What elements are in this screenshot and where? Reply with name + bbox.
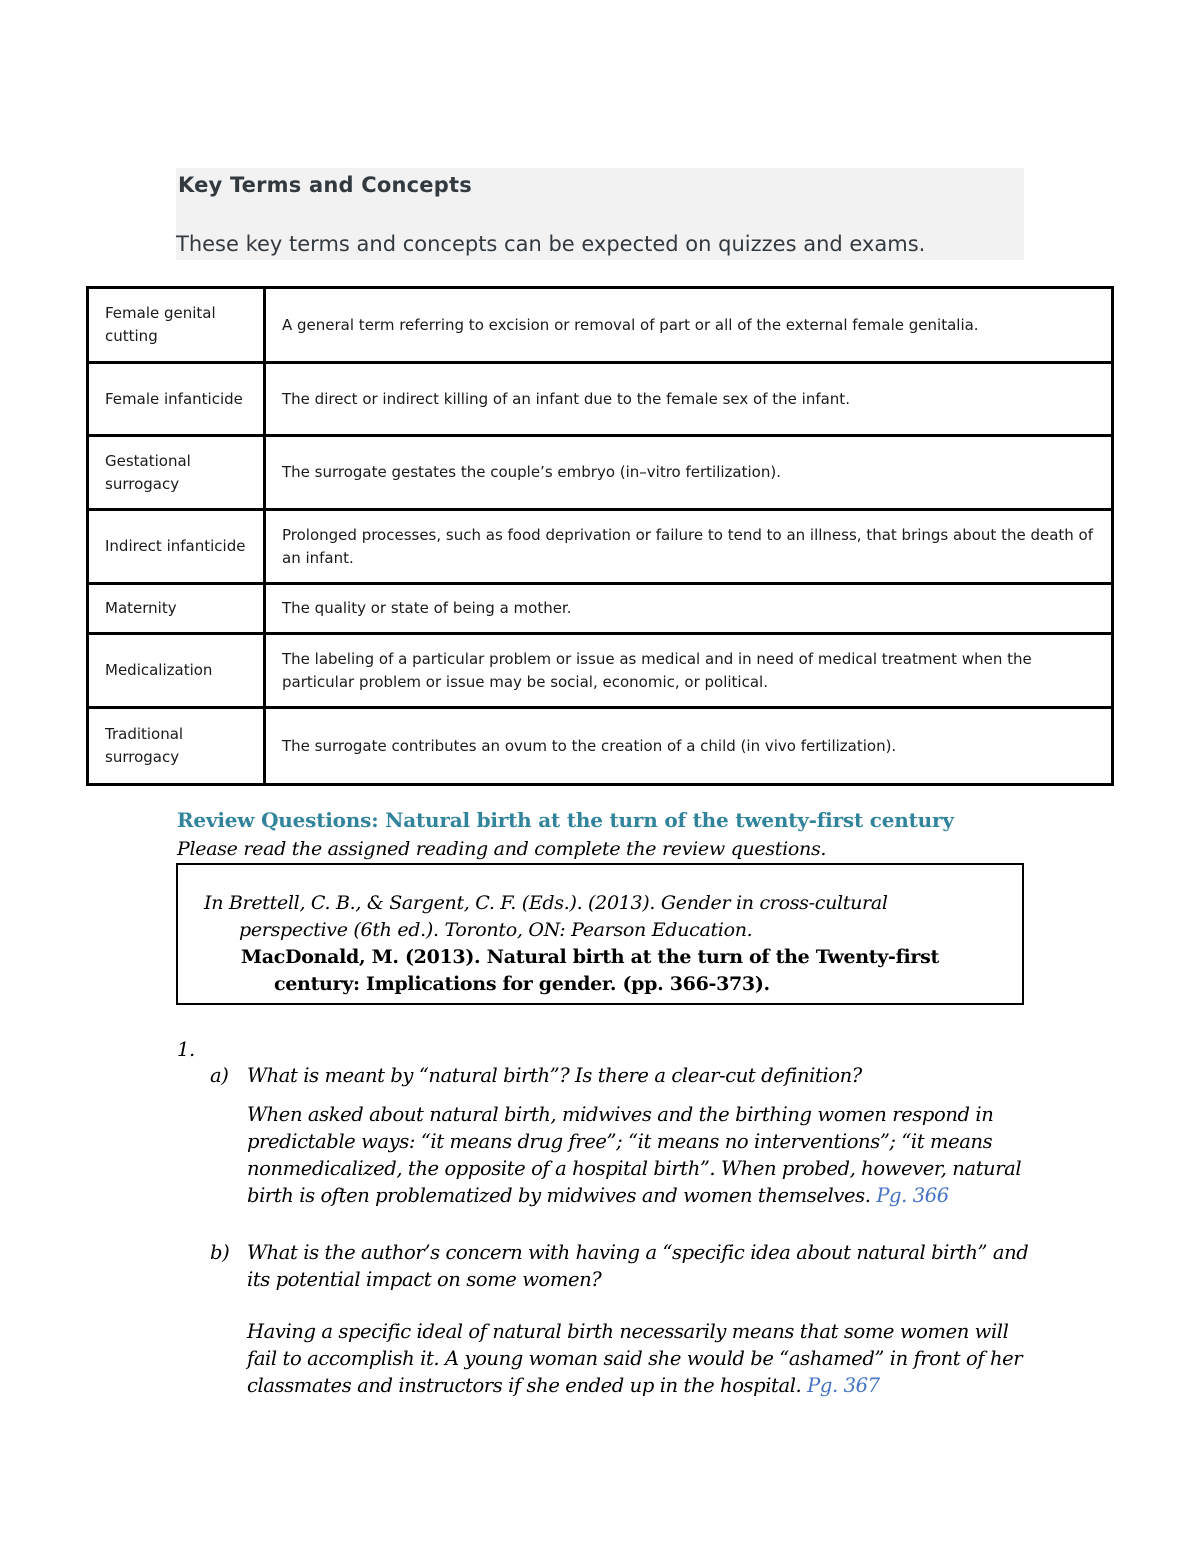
definition-cell: The surrogate gestates the couple’s embryo (in–vitro fertilization). xyxy=(265,436,1113,510)
definition-cell: The surrogate contributes an ovum to the creation of a child (in vivo fertilization). xyxy=(265,708,1113,785)
term-cell: Medicalization xyxy=(88,634,265,708)
answer-body: When asked about natural birth, midwives and the birthing women respond in predictable ways: “it means drug free”; “it means no interventions”; “it means nonmedicalized, the opposite of a hospital birth”. When probed, however, natural birth is often problematized by midwives and women themselves. xyxy=(247,1103,1022,1207)
term-cell: Gestational surrogacy xyxy=(88,436,265,510)
table-row xyxy=(88,288,1113,363)
table-row xyxy=(88,708,1113,785)
term-cell: Indirect infanticide xyxy=(88,510,265,584)
definition-cell: The quality or state of being a mother. xyxy=(265,584,1113,634)
term-cell: Female infanticide xyxy=(88,363,265,436)
table-row xyxy=(88,584,1113,634)
table-row xyxy=(88,510,1113,584)
key-terms-subtitle: These key terms and concepts can be expected on quizzes and exams. xyxy=(176,232,926,256)
definition-cell: A general term referring to excision or removal of part or all of the external female genitalia. xyxy=(265,288,1113,363)
table-row xyxy=(88,436,1113,510)
term-cell: Maternity xyxy=(88,584,265,634)
review-instructions: Please read the assigned reading and complete the review questions. xyxy=(177,838,827,860)
question-text: What is the author’s concern with having a “specific idea about natural birth” and its potential impact on some women? xyxy=(247,1241,1029,1291)
definition-cell: Prolonged processes, such as food deprivation or failure to tend to an illness, that brings about the death of an infant. xyxy=(265,510,1113,584)
term-cell: Traditional surrogacy xyxy=(88,708,265,785)
answer-text xyxy=(247,1101,1037,1209)
review-questions-heading: Review Questions: Natural birth at the turn of the twenty-first century xyxy=(177,808,954,832)
citation-article-line: MacDonald, M. (2013). Natural birth at the turn of the Twenty-first xyxy=(241,946,939,968)
question-number: 1. xyxy=(177,1038,195,1061)
definition-cell: The direct or indirect killing of an infant due to the female sex of the infant. xyxy=(265,363,1113,436)
term-cell: Female genital cutting xyxy=(88,288,265,363)
answer-text xyxy=(247,1318,1037,1399)
citation-article-line: century: Implications for gender. (pp. 366-373). xyxy=(274,973,770,995)
key-terms-table xyxy=(86,286,1114,786)
question-text: What is meant by “natural birth”? Is there a clear-cut definition? xyxy=(247,1064,862,1087)
key-terms-title: Key Terms and Concepts xyxy=(178,173,472,197)
citation-box xyxy=(176,863,1024,1005)
page-reference: Pg. 367 xyxy=(807,1374,880,1397)
answer-body: Having a specific ideal of natural birth necessarily means that some women will fail to accomplish it. A young woman said she would be “ashamed” in front of her classmates and instructors if she ended up in the hospital. xyxy=(247,1320,1023,1397)
question-marker: a) xyxy=(210,1064,229,1087)
page-reference: Pg. 366 xyxy=(876,1184,949,1207)
definition-cell: The labeling of a particular problem or issue as medical and in need of medical treatment when the particular problem or issue may be social, economic, or political. xyxy=(265,634,1113,708)
question-marker: b) xyxy=(210,1241,230,1264)
table-row xyxy=(88,634,1113,708)
citation-line: In Brettell, C. B., & Sargent, C. F. (Eds.). (2013). Gender in cross-cultural xyxy=(204,892,888,914)
table-row xyxy=(88,363,1113,436)
citation-line: perspective (6th ed.). Toronto, ON: Pearson Education. xyxy=(239,919,753,941)
